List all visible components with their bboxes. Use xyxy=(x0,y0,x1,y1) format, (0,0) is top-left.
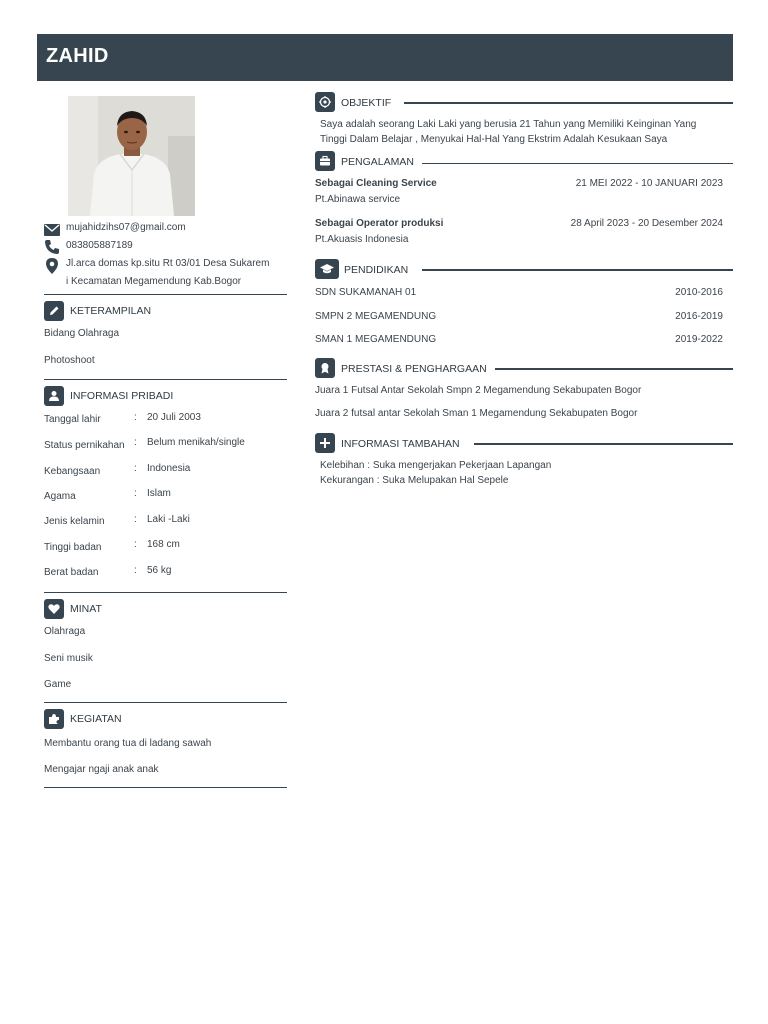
additional-section-icon xyxy=(315,433,335,453)
activity-item: Mengajar ngaji anak anak xyxy=(44,764,159,775)
personal-label: Status pernikahan xyxy=(44,440,125,451)
divider xyxy=(44,379,287,380)
personal-separator: : xyxy=(134,514,137,525)
personal-label: Kebangsaan xyxy=(44,466,101,477)
phone-text: 083805887189 xyxy=(66,240,133,251)
personal-label: Tinggi badan xyxy=(44,542,102,553)
personal-value: 168 cm xyxy=(147,539,180,550)
interests-section-icon xyxy=(44,599,64,619)
briefcase-icon xyxy=(319,155,331,167)
awards-title: PRESTASI & PENGHARGAAN xyxy=(341,363,487,375)
experience-company: Pt.Abinawa service xyxy=(315,194,401,205)
address-line-1: Jl.arca domas kp.situ Rt 03/01 Desa Sukarem xyxy=(66,258,270,269)
graduation-cap-icon xyxy=(320,263,334,275)
email-text: mujahidzihs07@gmail.com xyxy=(66,222,186,233)
interests-title: MINAT xyxy=(70,603,102,615)
experience-role: Sebagai Operator produksi xyxy=(315,218,444,229)
personal-label: Tanggal lahir xyxy=(44,414,101,425)
activities-section-icon xyxy=(44,709,64,729)
personal-label: Berat badan xyxy=(44,567,99,578)
pencil-icon xyxy=(48,305,60,317)
objective-line: Saya adalah seorang Laki Laki yang berusia 21 Tahun yang Memiliki Keinginan Yang xyxy=(320,119,697,130)
interest-item: Seni musik xyxy=(44,653,93,664)
activity-item: Membantu orang tua di ladang sawah xyxy=(44,738,212,749)
award-item: Juara 1 Futsal Antar Sekolah Smpn 2 Megamendung Sekabupaten Bogor xyxy=(315,385,642,396)
personal-section-icon xyxy=(44,386,64,406)
candidate-name: ZAHID xyxy=(46,45,109,67)
awards-section-icon xyxy=(315,358,335,378)
envelope-icon xyxy=(44,223,60,235)
divider xyxy=(44,787,287,788)
divider xyxy=(44,592,287,593)
divider xyxy=(44,294,287,295)
education-years: 2019-2022 xyxy=(675,334,723,345)
education-years: 2010-2016 xyxy=(675,287,723,298)
plus-icon xyxy=(319,437,331,449)
personal-title: INFORMASI PRIBADI xyxy=(70,390,174,402)
additional-line: Kelebihan : Suka mengerjakan Pekerjaan Lapangan xyxy=(320,460,552,471)
experience-role: Sebagai Cleaning Service xyxy=(315,178,437,189)
personal-value: Islam xyxy=(147,488,171,499)
objective-section-icon xyxy=(315,92,335,112)
profile-photo xyxy=(68,96,195,216)
objective-title: OBJEKTIF xyxy=(341,97,392,109)
header-bar xyxy=(37,34,733,81)
experience-period: 21 MEI 2022 - 10 JANUARI 2023 xyxy=(575,178,723,189)
additional-line: Kekurangan : Suka Melupakan Hal Sepele xyxy=(320,475,509,486)
address-line-2: i Kecamatan Megamendung Kab.Bogor xyxy=(66,276,242,287)
experience-company: Pt.Akuasis Indonesia xyxy=(315,234,409,245)
personal-label: Agama xyxy=(44,491,76,502)
education-school: SMAN 1 MEGAMENDUNG xyxy=(315,334,437,345)
personal-value: Belum menikah/single xyxy=(147,437,245,448)
divider xyxy=(44,702,287,703)
education-title: PENDIDIKAN xyxy=(344,264,409,276)
user-icon xyxy=(48,390,60,402)
personal-separator: : xyxy=(134,437,137,448)
experience-title: PENGALAMAN xyxy=(341,156,414,168)
award-item: Juara 2 futsal antar Sekolah Sman 1 Megamendung Sekabupaten Bogor xyxy=(315,408,638,419)
personal-value: Laki -Laki xyxy=(147,514,190,525)
education-school: SMPN 2 MEGAMENDUNG xyxy=(315,311,437,322)
section-rule xyxy=(495,368,733,370)
additional-title: INFORMASI TAMBAHAN xyxy=(341,438,460,450)
target-icon xyxy=(319,96,331,108)
education-school: SDN SUKAMANAH 01 xyxy=(315,287,417,298)
personal-value: 20 Juli 2003 xyxy=(147,412,201,423)
education-section-icon xyxy=(315,259,339,279)
objective-line: Tinggi Dalam Belajar , Menyukai Hal-Hal Yang Ekstrim Adalah Kesukaan Saya xyxy=(320,134,668,145)
experience-section-icon xyxy=(315,151,335,171)
section-rule xyxy=(422,269,733,271)
personal-separator: : xyxy=(134,412,137,423)
personal-separator: : xyxy=(134,565,137,576)
person-photo-illustration xyxy=(68,96,195,216)
skill-item: Photoshoot xyxy=(44,355,95,366)
personal-label: Jenis kelamin xyxy=(44,516,105,527)
experience-period: 28 April 2023 - 20 Desember 2024 xyxy=(570,218,723,229)
personal-value: 56 kg xyxy=(147,565,172,576)
skill-item: Bidang Olahraga xyxy=(44,328,120,339)
section-rule xyxy=(474,443,733,445)
puzzle-icon xyxy=(48,713,60,725)
personal-separator: : xyxy=(134,488,137,499)
phone-icon xyxy=(44,239,60,255)
section-rule xyxy=(404,102,733,104)
education-years: 2016-2019 xyxy=(675,311,723,322)
location-pin-icon xyxy=(46,258,58,274)
section-rule xyxy=(422,163,733,164)
personal-separator: : xyxy=(134,539,137,550)
skills-section-icon xyxy=(44,301,64,321)
personal-separator: : xyxy=(134,463,137,474)
skills-title: KETERAMPILAN xyxy=(70,305,152,317)
activities-title: KEGIATAN xyxy=(70,713,122,725)
award-icon xyxy=(319,362,331,374)
interest-item: Game xyxy=(44,679,72,690)
heart-icon xyxy=(48,603,60,615)
personal-value: Indonesia xyxy=(147,463,191,474)
interest-item: Olahraga xyxy=(44,626,86,637)
